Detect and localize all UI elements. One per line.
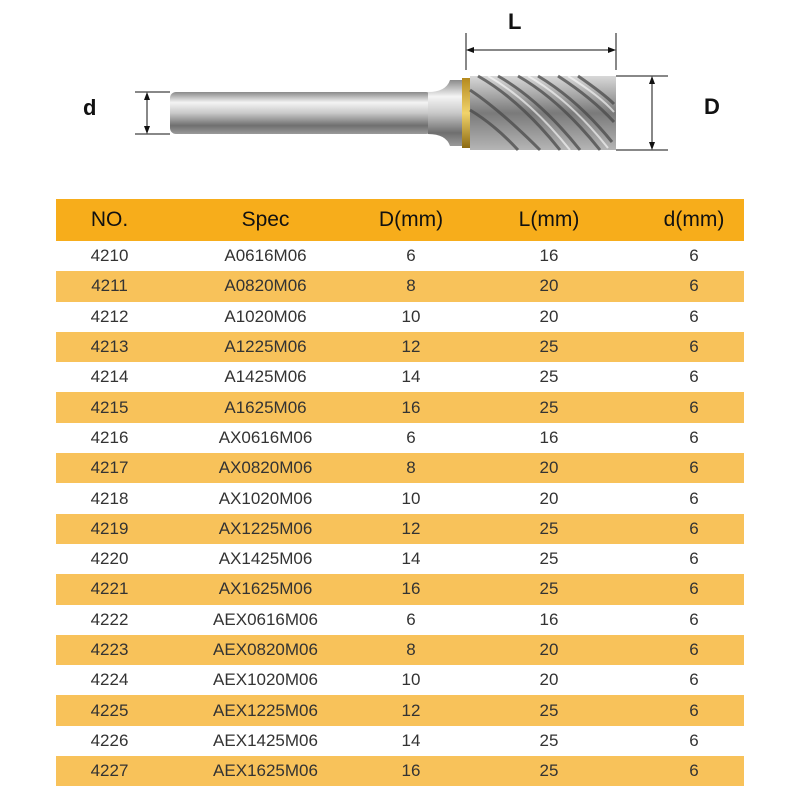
shank bbox=[170, 80, 466, 146]
cell-shank-diameter: 6 bbox=[689, 458, 699, 478]
cell-no: 4224 bbox=[90, 670, 129, 690]
cell-length: 20 bbox=[539, 306, 559, 326]
table-row bbox=[56, 514, 744, 544]
cell-length: 16 bbox=[539, 427, 559, 447]
cell-spec: A0616M06 bbox=[224, 246, 307, 266]
cell-shank-diameter: 6 bbox=[689, 761, 699, 781]
cell-shank-diameter: 6 bbox=[689, 427, 699, 447]
header-length: L(mm) bbox=[518, 208, 580, 231]
spec-table-container bbox=[56, 199, 744, 786]
table-row bbox=[56, 726, 744, 756]
cell-no: 4214 bbox=[90, 367, 129, 387]
cell-spec: AX0616M06 bbox=[218, 427, 313, 447]
cell-no: 4220 bbox=[90, 549, 129, 569]
header-spec: Spec bbox=[241, 208, 290, 231]
cell-no: 4216 bbox=[90, 427, 129, 447]
cell-shank-diameter: 6 bbox=[689, 579, 699, 599]
cell-spec: A0820M06 bbox=[224, 276, 307, 296]
cell-length: 20 bbox=[539, 488, 559, 508]
cell-head-diameter: 10 bbox=[401, 488, 421, 508]
carbide-burr-illustration bbox=[0, 0, 800, 190]
cell-spec: AEX0616M06 bbox=[213, 609, 318, 629]
cell-spec: AX1020M06 bbox=[218, 488, 313, 508]
spec-table bbox=[56, 199, 744, 786]
cell-spec: AX0820M06 bbox=[218, 458, 313, 478]
cutting-head bbox=[470, 76, 616, 150]
cell-length: 25 bbox=[539, 337, 559, 357]
cell-head-diameter: 16 bbox=[401, 397, 421, 417]
cell-head-diameter: 14 bbox=[401, 367, 421, 387]
cell-shank-diameter: 6 bbox=[689, 397, 699, 417]
table-row bbox=[56, 483, 744, 513]
cell-length: 25 bbox=[539, 700, 559, 720]
cell-spec: AEX1020M06 bbox=[213, 670, 318, 690]
cell-shank-diameter: 6 bbox=[689, 730, 699, 750]
cell-length: 25 bbox=[539, 730, 559, 750]
cell-shank-diameter: 6 bbox=[689, 700, 699, 720]
cell-spec: AX1225M06 bbox=[218, 518, 313, 538]
cell-spec: AEX0820M06 bbox=[213, 640, 318, 659]
cell-length: 16 bbox=[539, 609, 559, 629]
cell-no: 4227 bbox=[90, 761, 129, 781]
table-row bbox=[56, 635, 744, 665]
cell-shank-diameter: 6 bbox=[689, 518, 699, 538]
cell-spec: AX1625M06 bbox=[218, 579, 313, 599]
cell-length: 16 bbox=[539, 246, 559, 266]
table-row bbox=[56, 574, 744, 604]
cell-length: 20 bbox=[539, 276, 559, 296]
cell-no: 4218 bbox=[90, 488, 129, 508]
cell-no: 4221 bbox=[90, 579, 129, 599]
cell-spec: A1625M06 bbox=[224, 397, 307, 417]
table-row bbox=[56, 423, 744, 453]
table-row bbox=[56, 756, 744, 786]
table-row bbox=[56, 271, 744, 301]
cell-head-diameter: 12 bbox=[401, 337, 421, 357]
cell-spec: A1425M06 bbox=[224, 367, 307, 387]
cell-no: 4222 bbox=[90, 609, 129, 629]
cell-shank-diameter: 6 bbox=[689, 488, 699, 508]
table-row bbox=[56, 392, 744, 422]
cell-head-diameter: 14 bbox=[401, 730, 421, 750]
header-shank-diameter: d(mm) bbox=[663, 208, 725, 231]
cell-shank-diameter: 6 bbox=[689, 246, 699, 266]
cell-no: 4225 bbox=[90, 700, 129, 720]
cell-spec: AEX1225M06 bbox=[213, 700, 318, 720]
cell-head-diameter: 6 bbox=[406, 246, 416, 266]
table-row bbox=[56, 695, 744, 725]
cell-shank-diameter: 6 bbox=[689, 367, 699, 387]
cell-no: 4211 bbox=[91, 276, 128, 296]
cell-head-diameter: 14 bbox=[401, 549, 421, 569]
cell-length: 25 bbox=[539, 549, 559, 569]
cell-head-diameter: 8 bbox=[406, 640, 416, 659]
cell-length: 25 bbox=[539, 397, 559, 417]
cell-length: 25 bbox=[539, 761, 559, 781]
cell-spec: AEX1425M06 bbox=[213, 730, 318, 750]
cell-no: 4213 bbox=[90, 337, 129, 357]
label-head-length: L bbox=[508, 9, 522, 34]
table-row bbox=[56, 302, 744, 332]
header-head-diameter: D(mm) bbox=[378, 208, 444, 231]
cell-no: 4212 bbox=[90, 306, 129, 326]
cell-shank-diameter: 6 bbox=[689, 549, 699, 569]
cell-spec: A1020M06 bbox=[224, 306, 307, 326]
cell-head-diameter: 12 bbox=[401, 518, 421, 538]
table-row bbox=[56, 605, 744, 635]
cell-head-diameter: 8 bbox=[406, 276, 416, 296]
table-header-row bbox=[56, 199, 744, 241]
table-row bbox=[56, 453, 744, 483]
table-row bbox=[56, 241, 744, 271]
cell-spec: AX1425M06 bbox=[218, 549, 313, 569]
cell-shank-diameter: 6 bbox=[689, 640, 699, 659]
label-shank-diameter: d bbox=[83, 95, 97, 120]
cell-shank-diameter: 6 bbox=[689, 276, 699, 296]
cell-length: 20 bbox=[539, 458, 559, 478]
cell-shank-diameter: 6 bbox=[689, 337, 699, 357]
cell-head-diameter: 10 bbox=[401, 306, 421, 326]
cell-head-diameter: 6 bbox=[406, 427, 416, 447]
cell-shank-diameter: 6 bbox=[689, 670, 699, 690]
cell-length: 25 bbox=[539, 518, 559, 538]
label-head-diameter: D bbox=[704, 94, 720, 119]
cell-head-diameter: 12 bbox=[401, 700, 421, 720]
cell-spec: A1225M06 bbox=[224, 337, 307, 357]
cell-shank-diameter: 6 bbox=[689, 306, 699, 326]
cell-head-diameter: 8 bbox=[406, 458, 416, 478]
burr-diagram bbox=[0, 0, 800, 190]
table-body bbox=[56, 241, 744, 786]
cell-head-diameter: 10 bbox=[401, 670, 421, 690]
table-row bbox=[56, 665, 744, 695]
cell-no: 4210 bbox=[90, 246, 129, 266]
gold-ring bbox=[462, 78, 470, 148]
cell-length: 20 bbox=[539, 640, 559, 659]
cell-no: 4223 bbox=[90, 640, 129, 659]
table-row bbox=[56, 332, 744, 362]
header-no: NO. bbox=[90, 208, 129, 231]
cell-no: 4217 bbox=[90, 458, 129, 478]
table-row bbox=[56, 362, 744, 392]
cell-spec: AEX1625M06 bbox=[213, 761, 318, 781]
cell-length: 25 bbox=[539, 367, 559, 387]
cell-head-diameter: 6 bbox=[406, 609, 416, 629]
cell-head-diameter: 16 bbox=[401, 761, 421, 781]
cell-shank-diameter: 6 bbox=[689, 609, 699, 629]
cell-length: 20 bbox=[539, 670, 559, 690]
cell-length: 25 bbox=[539, 579, 559, 599]
cell-no: 4215 bbox=[90, 397, 129, 417]
cell-head-diameter: 16 bbox=[401, 579, 421, 599]
cell-no: 4219 bbox=[90, 518, 129, 538]
table-row bbox=[56, 544, 744, 574]
cell-no: 4226 bbox=[90, 730, 129, 750]
